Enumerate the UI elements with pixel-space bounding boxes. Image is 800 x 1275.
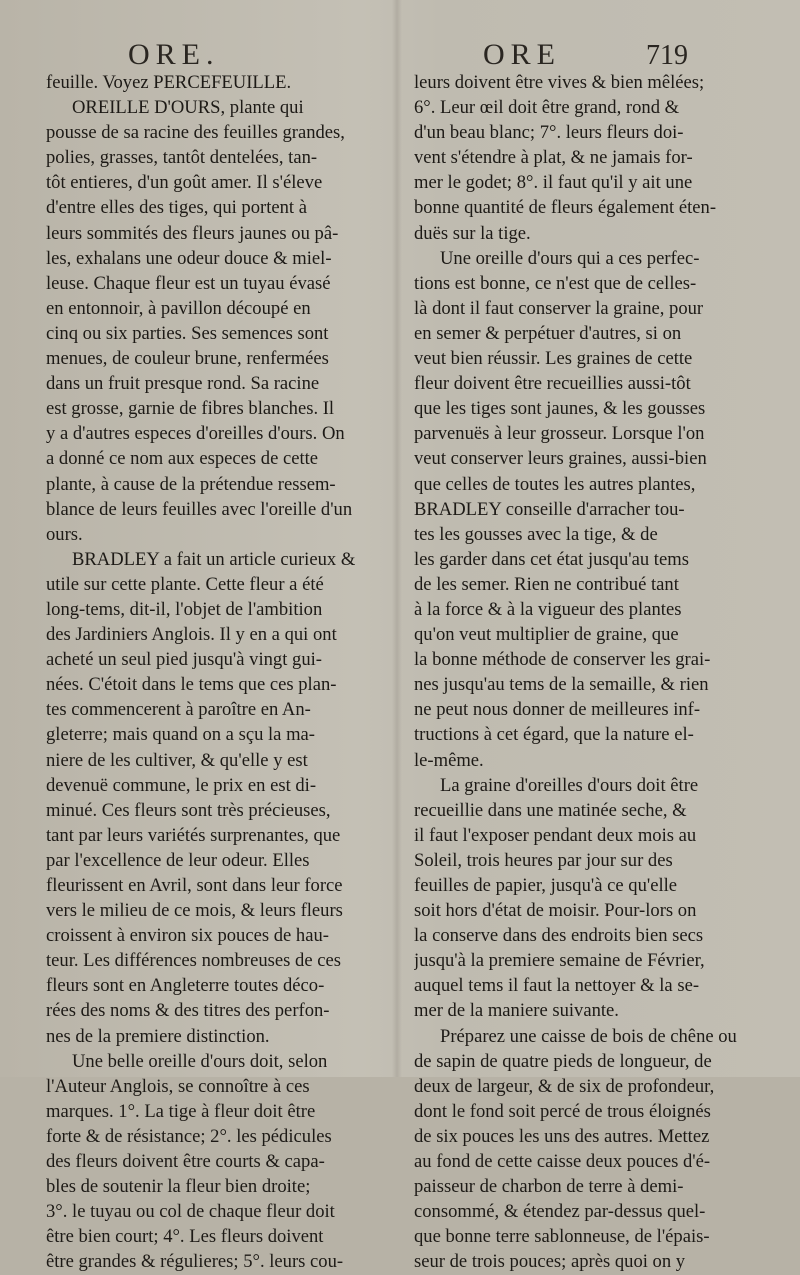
text-line: a donné ce nom aux especes de cette [46, 448, 319, 470]
text-line: menues, de couleur brune, renfermées [46, 348, 329, 370]
text-line: de les semer. Rien ne contribué tant [414, 573, 679, 595]
text-line: consommé, & étendez par-dessus quel- [414, 1201, 706, 1223]
text-line: blance de leurs feuilles avec l'oreille d'un [46, 498, 353, 520]
page-gutter [392, 0, 402, 1077]
text-line: Une belle oreille d'ours doit, selon [72, 1050, 328, 1072]
text-line: là dont il faut conserver la graine, pour [414, 297, 704, 319]
text-line: à la force & à la vigueur des plantes [414, 598, 682, 620]
text-line: dans un fruit presque rond. Sa racine [46, 373, 320, 395]
text-line: tes commencerent à paroître en An- [46, 699, 311, 721]
text-line: de six pouces les uns des autres. Mettez [414, 1125, 710, 1147]
text-line: Soleil, trois heures par jour sur des [414, 849, 673, 871]
text-line: seur de trois pouces; après quoi on y [414, 1251, 686, 1273]
text-line: ours. [46, 523, 83, 545]
text-line: tions est bonne, ce n'est que de celles- [414, 272, 697, 294]
text-line: fleurissent en Avril, sont dans leur force [46, 875, 343, 896]
text-line: mer le godet; 8°. il faut qu'il y ait une [414, 172, 693, 194]
text-line: la conserve dans des endroits bien secs [414, 925, 704, 947]
text-line: 3°. le tuyau ou col de chaque fleur doit [46, 1201, 335, 1223]
text-line: leurs doivent être vives & bien mêlées; [414, 72, 705, 93]
text-line: fleurs sont en Angleterre toutes déco- [46, 975, 325, 997]
left-text-column [46, 70, 376, 1275]
text-line: tôt entieres, d'un goût amer. Il s'éleve [46, 172, 323, 194]
text-line: OREILLE D'OURS, plante qui [72, 97, 304, 119]
text-line: l'Auteur Anglois, se connoître à ces [46, 1075, 310, 1097]
text-line: niere de les cultiver, & qu'elle y est [46, 749, 308, 771]
text-line: dont le fond soit percé de trous éloignés [414, 1100, 711, 1122]
text-line: bles de soutenir la fleur bien droite; [46, 1176, 311, 1198]
text-line: pousse de sa racine des feuilles grandes, [46, 122, 345, 144]
text-line: acheté un seul pied jusqu'à vingt gui- [46, 649, 322, 671]
running-head-left: ORE. [128, 38, 220, 71]
text-line: Une oreille d'ours qui a ces perfec- [440, 247, 700, 269]
page-number: 719 [646, 40, 688, 71]
text-line: vers le milieu de ce mois, & leurs fleurs [46, 900, 343, 922]
text-line: deux de largeur, & de six de profondeur, [414, 1075, 715, 1097]
text-line: cinq ou six parties. Ses semences sont [46, 322, 329, 344]
text-line: croissent à environ six pouces de hau- [46, 925, 329, 947]
text-line: la bonne méthode de conserver les grai- [414, 649, 711, 671]
text-line: nées. C'étoit dans le tems que ces plan- [46, 674, 337, 696]
text-line: les, exhalans une odeur douce & miel- [46, 247, 332, 269]
text-line: être grandes & régulieres; 5°. leurs cou- [46, 1251, 344, 1273]
text-line: gleterre; mais quand on a sçu la ma- [46, 724, 315, 746]
text-line: plante, à cause de la prétendue ressem- [46, 473, 336, 495]
text-line: feuille. Voyez PERCEFEUILLE. [46, 72, 292, 93]
text-line: le-même. [414, 749, 484, 771]
text-line: ne peut nous donner de meilleures inf- [414, 699, 701, 721]
text-line: des fleurs doivent être courts & capa- [46, 1151, 325, 1173]
text-line: que celles de toutes les autres plantes, [414, 473, 696, 495]
text-line: en entonnoir, à pavillon découpé en [46, 297, 311, 319]
text-line: qu'on veut multiplier de graine, que [414, 624, 679, 646]
text-line: bonne quantité de fleurs également éten- [414, 197, 717, 219]
text-line: fleur doivent être recueillies aussi-tôt [414, 373, 691, 395]
text-line: feuilles de papier, jusqu'à ce qu'elle [414, 875, 678, 896]
text-line: en semer & perpétuer d'autres, si on [414, 322, 682, 344]
text-line: veut conserver leurs graines, aussi-bien [414, 448, 707, 470]
text-line: mer de la maniere suivante. [414, 1000, 619, 1022]
text-line: tructions à cet égard, que la nature el- [414, 724, 694, 746]
text-line: vent s'étendre à plat, & ne jamais for- [414, 147, 693, 169]
text-line: BRADLEY a fait un article curieux & [72, 548, 356, 570]
text-line: minué. Ces fleurs sont très précieuses, [46, 799, 331, 821]
text-line: soit hors d'état de moisir. Pour-lors on [414, 900, 697, 922]
text-line: tes les gousses avec la tige, & de [414, 523, 658, 545]
text-line: leurs sommités des fleurs jaunes ou pâ- [46, 222, 339, 244]
text-line: long-tems, dit-il, l'objet de l'ambition [46, 598, 323, 620]
text-line: La graine d'oreilles d'ours doit être [440, 774, 699, 796]
text-line: teur. Les différences nombreuses de ces [46, 950, 341, 972]
text-line: forte & de résistance; 2°. les pédicules [46, 1125, 332, 1147]
text-line: 6°. Leur œil doit être grand, rond & [414, 97, 680, 119]
text-line: recueillie dans une matinée seche, & [414, 799, 687, 821]
text-line: nes de la premiere distinction. [46, 1025, 270, 1047]
text-line: auquel tems il faut la nettoyer & la se- [414, 975, 700, 997]
text-line: marques. 1°. La tige à fleur doit être [46, 1100, 316, 1122]
text-line: les garder dans cet état jusqu'au tems [414, 548, 689, 570]
text-line: Préparez une caisse de bois de chêne ou [440, 1025, 737, 1047]
text-line: parvenuës à leur grosseur. Lorsque l'on [414, 423, 705, 445]
text-line: rées des noms & des titres des perfon- [46, 1000, 330, 1022]
text-line: au fond de cette caisse deux pouces d'é- [414, 1151, 711, 1173]
text-line: jusqu'à la premiere semaine de Février, [414, 950, 705, 972]
text-line: veut bien réussir. Les graines de cette [414, 348, 693, 370]
text-line: y a d'autres especes d'oreilles d'ours. On [46, 423, 345, 445]
text-line: utile sur cette plante. Cette fleur a été [46, 573, 324, 595]
text-line: devenuë commune, le prix en est di- [46, 774, 317, 796]
right-text-column [414, 70, 750, 1275]
text-line: d'entre elles des tiges, qui portent à [46, 197, 308, 219]
text-line: polies, grasses, tantôt dentelées, tan- [46, 147, 318, 169]
text-line: tant par leurs variétés surprenantes, que [46, 824, 341, 846]
text-line: d'un beau blanc; 7°. leurs fleurs doi- [414, 122, 684, 144]
text-line: nes jusqu'au tems de la semaille, & rien [414, 674, 709, 696]
running-head-right: ORE [483, 38, 561, 71]
text-line: paisseur de charbon de terre à demi- [414, 1176, 684, 1198]
text-line: est grosse, garnie de fibres blanches. Il [46, 398, 335, 420]
text-line: BRADLEY conseille d'arracher tou- [414, 498, 685, 520]
text-line: être bien court; 4°. Les fleurs doivent [46, 1226, 324, 1248]
text-line: il faut l'exposer pendant deux mois au [414, 824, 697, 846]
text-line: des Jardiniers Anglois. Il y en a qui ont [46, 624, 337, 646]
text-line: que bonne terre sablonneuse, de l'épais- [414, 1226, 710, 1248]
text-line: duës sur la tige. [414, 222, 531, 244]
text-line: que les tiges sont jaunes, & les gousses [414, 398, 706, 420]
text-line: leuse. Chaque fleur est un tuyau évasé [46, 272, 331, 294]
text-line: par l'excellence de leur odeur. Elles [46, 849, 310, 871]
text-line: de sapin de quatre pieds de longueur, de [414, 1050, 712, 1072]
